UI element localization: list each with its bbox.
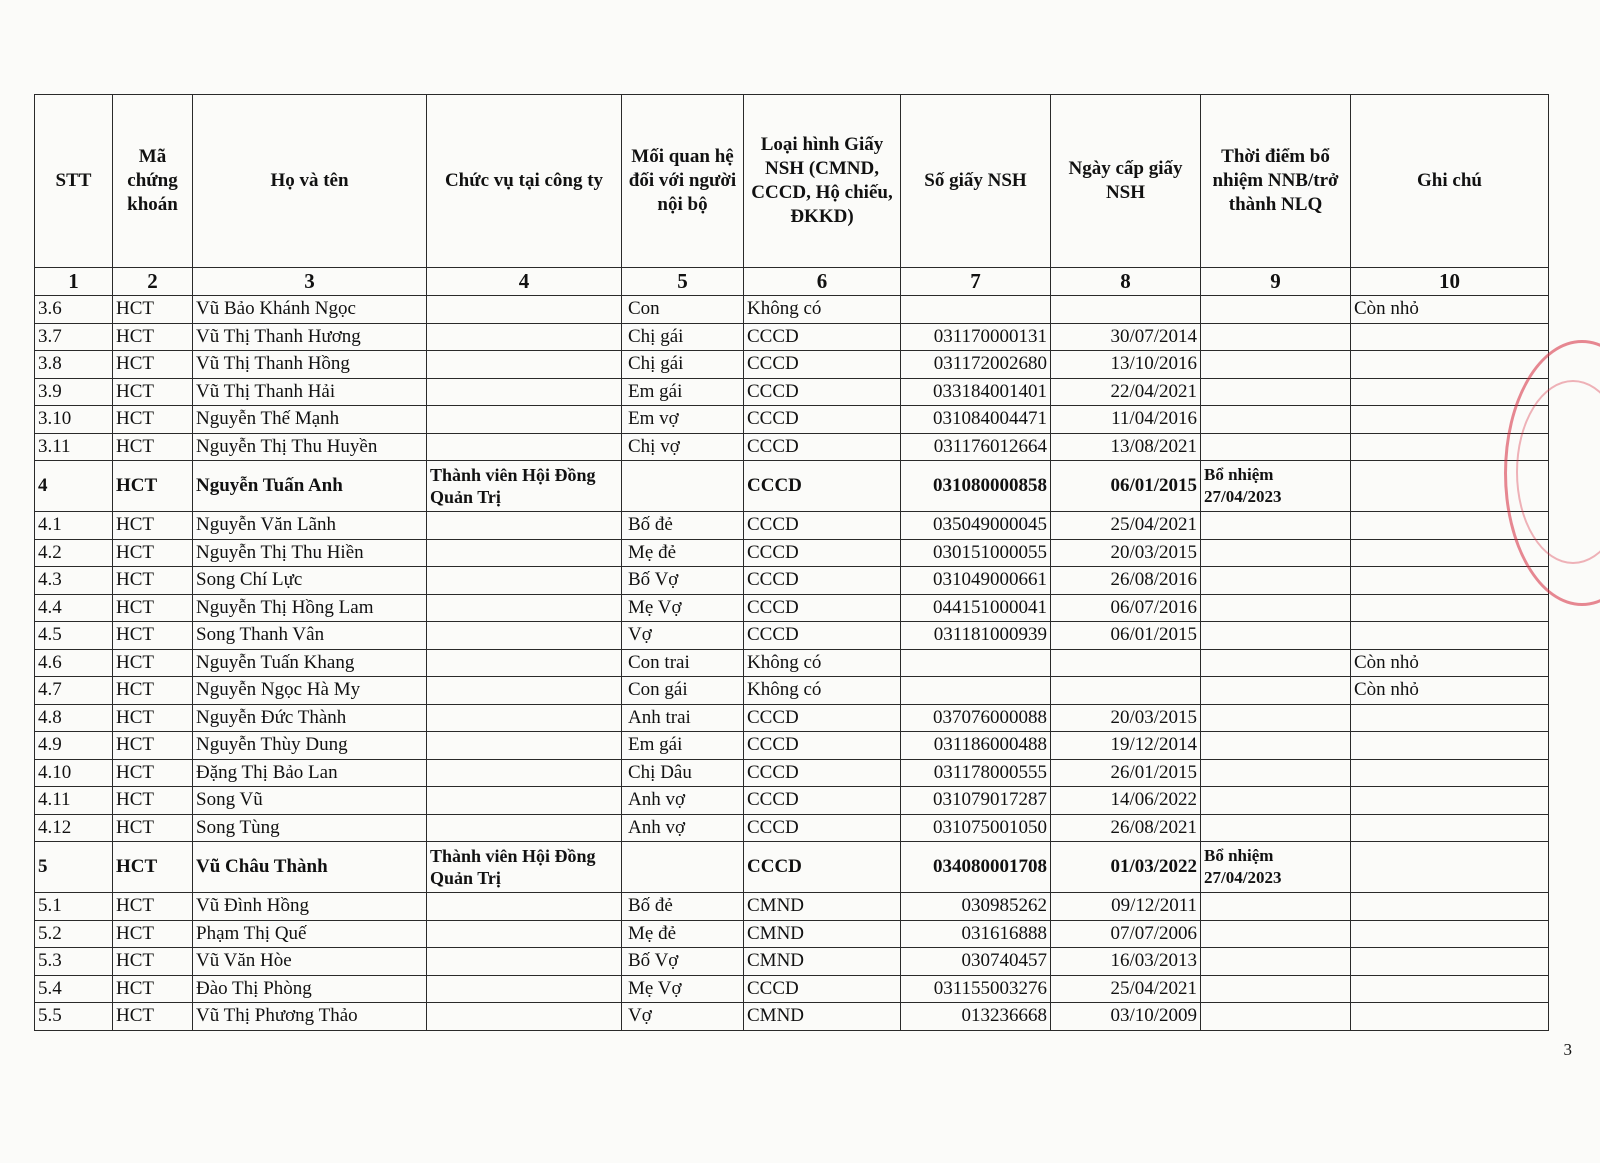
cell-relation: Bố đẻ (622, 893, 744, 921)
cell-stock-code: HCT (113, 948, 193, 976)
cell-stock-code: HCT (113, 296, 193, 324)
cell-relation: Anh vợ (622, 787, 744, 815)
cell-position (427, 539, 622, 567)
cell-doc-type: CCCD (744, 512, 901, 540)
cell-doc-type: Không có (744, 649, 901, 677)
table-row (35, 351, 1549, 379)
table-row (35, 649, 1549, 677)
cell-position (427, 1003, 622, 1031)
cell-doc-type: CCCD (744, 378, 901, 406)
cell-position (427, 378, 622, 406)
cell-relation: Mẹ đẻ (622, 920, 744, 948)
cell-appointment-time (1201, 594, 1351, 622)
cell-stock-code: HCT (113, 323, 193, 351)
cell-doc-number (901, 677, 1051, 705)
header-row (35, 95, 1549, 268)
cell-position (427, 920, 622, 948)
header-issue-date: Ngày cấp giấy NSH (1051, 95, 1201, 268)
cell-position (427, 759, 622, 787)
table-row (35, 948, 1549, 976)
cell-relation: Vợ (622, 622, 744, 650)
table-row (35, 622, 1549, 650)
cell-issue-date: 06/01/2015 (1051, 622, 1201, 650)
cell-stock-code: HCT (113, 975, 193, 1003)
cell-doc-number: 031075001050 (901, 814, 1051, 842)
cell-doc-number: 031172002680 (901, 351, 1051, 379)
cell-full-name: Vũ Thị Phương Thảo (193, 1003, 427, 1031)
cell-relation: Anh trai (622, 704, 744, 732)
cell-doc-type: CMND (744, 920, 901, 948)
cell-stock-code: HCT (113, 677, 193, 705)
cell-full-name: Song Tùng (193, 814, 427, 842)
cell-doc-number (901, 649, 1051, 677)
cell-relation (622, 461, 744, 512)
cell-issue-date: 09/12/2011 (1051, 893, 1201, 921)
cell-full-name: Đặng Thị Bảo Lan (193, 759, 427, 787)
cell-stt: 4.4 (35, 594, 113, 622)
cell-doc-number (901, 296, 1051, 324)
cell-issue-date: 06/01/2015 (1051, 461, 1201, 512)
cell-note (1351, 378, 1549, 406)
cell-relation: Anh vợ (622, 814, 744, 842)
cell-issue-date: 25/04/2021 (1051, 512, 1201, 540)
cell-full-name: Nguyễn Ngọc Hà My (193, 677, 427, 705)
cell-stt: 4.2 (35, 539, 113, 567)
cell-position (427, 567, 622, 595)
cell-doc-type: CCCD (744, 461, 901, 512)
cell-stock-code: HCT (113, 732, 193, 760)
cell-doc-type: CCCD (744, 759, 901, 787)
cell-doc-type: CCCD (744, 732, 901, 760)
cell-issue-date: 16/03/2013 (1051, 948, 1201, 976)
header-note: Ghi chú (1351, 95, 1549, 268)
table-row (35, 296, 1549, 324)
cell-full-name: Vũ Bảo Khánh Ngọc (193, 296, 427, 324)
cell-note (1351, 351, 1549, 379)
cell-doc-type: CCCD (744, 622, 901, 650)
column-number-row (35, 268, 1549, 296)
cell-stt: 3.10 (35, 406, 113, 434)
cell-position (427, 594, 622, 622)
cell-stt: 5.2 (35, 920, 113, 948)
cell-position (427, 351, 622, 379)
cell-position (427, 512, 622, 540)
header-full-name: Họ và tên (193, 95, 427, 268)
cell-note (1351, 975, 1549, 1003)
cell-relation: Bố Vợ (622, 948, 744, 976)
cell-doc-number: 031176012664 (901, 433, 1051, 461)
cell-position (427, 622, 622, 650)
cell-doc-type: CCCD (744, 594, 901, 622)
cell-note (1351, 759, 1549, 787)
cell-appointment-time (1201, 893, 1351, 921)
cell-issue-date: 26/08/2016 (1051, 567, 1201, 595)
cell-stt: 5.4 (35, 975, 113, 1003)
cell-note (1351, 323, 1549, 351)
table-row (35, 704, 1549, 732)
cell-stt: 4.8 (35, 704, 113, 732)
cell-doc-number: 031181000939 (901, 622, 1051, 650)
cell-note (1351, 406, 1549, 434)
cell-position (427, 323, 622, 351)
cell-doc-number: 037076000088 (901, 704, 1051, 732)
cell-stt: 3.6 (35, 296, 113, 324)
cell-doc-number: 013236668 (901, 1003, 1051, 1031)
cell-doc-type: CCCD (744, 351, 901, 379)
cell-issue-date (1051, 677, 1201, 705)
cell-stt: 4.7 (35, 677, 113, 705)
cell-position (427, 677, 622, 705)
cell-position (427, 787, 622, 815)
cell-issue-date: 06/07/2016 (1051, 594, 1201, 622)
cell-full-name: Nguyễn Thị Thu Huyền (193, 433, 427, 461)
cell-stt: 4.12 (35, 814, 113, 842)
cell-appointment-time (1201, 567, 1351, 595)
cell-note (1351, 893, 1549, 921)
cell-position (427, 814, 622, 842)
cell-relation: Mẹ Vợ (622, 594, 744, 622)
cell-stt: 4.6 (35, 649, 113, 677)
cell-stt: 5 (35, 842, 113, 893)
column-number: 1 (35, 268, 113, 296)
cell-stock-code: HCT (113, 433, 193, 461)
cell-appointment-time (1201, 975, 1351, 1003)
column-number: 5 (622, 268, 744, 296)
cell-full-name: Vũ Thị Thanh Hải (193, 378, 427, 406)
cell-position (427, 406, 622, 434)
cell-relation (622, 842, 744, 893)
cell-doc-number: 031155003276 (901, 975, 1051, 1003)
table-row (35, 1003, 1549, 1031)
cell-note (1351, 814, 1549, 842)
cell-note (1351, 594, 1549, 622)
cell-full-name: Nguyễn Đức Thành (193, 704, 427, 732)
cell-relation: Con trai (622, 649, 744, 677)
cell-note (1351, 732, 1549, 760)
cell-appointment-time (1201, 920, 1351, 948)
cell-doc-number: 031178000555 (901, 759, 1051, 787)
cell-doc-type: CMND (744, 893, 901, 921)
column-number: 10 (1351, 268, 1549, 296)
cell-note (1351, 622, 1549, 650)
header-stock-code: Mã chứng khoán (113, 95, 193, 268)
cell-doc-type: CMND (744, 1003, 901, 1031)
cell-doc-type: CCCD (744, 704, 901, 732)
table-row (35, 814, 1549, 842)
cell-appointment-time: Bổ nhiệm 27/04/2023 (1201, 461, 1351, 512)
cell-full-name: Nguyễn Thế Mạnh (193, 406, 427, 434)
cell-doc-type: CCCD (744, 975, 901, 1003)
cell-stt: 3.11 (35, 433, 113, 461)
cell-appointment-time (1201, 378, 1351, 406)
cell-position: Thành viên Hội Đồng Quản Trị (427, 842, 622, 893)
cell-stock-code: HCT (113, 759, 193, 787)
cell-issue-date (1051, 296, 1201, 324)
cell-appointment-time (1201, 732, 1351, 760)
cell-note (1351, 787, 1549, 815)
cell-appointment-time (1201, 512, 1351, 540)
cell-stt: 5.3 (35, 948, 113, 976)
cell-note (1351, 842, 1549, 893)
cell-issue-date: 01/03/2022 (1051, 842, 1201, 893)
table-row (35, 323, 1549, 351)
header-relation: Mối quan hệ đối với người nội bộ (622, 95, 744, 268)
cell-relation: Con (622, 296, 744, 324)
cell-issue-date: 30/07/2014 (1051, 323, 1201, 351)
cell-stt: 4 (35, 461, 113, 512)
cell-appointment-time (1201, 433, 1351, 461)
cell-doc-type: CCCD (744, 539, 901, 567)
cell-full-name: Song Thanh Vân (193, 622, 427, 650)
cell-issue-date: 14/06/2022 (1051, 787, 1201, 815)
column-number: 4 (427, 268, 622, 296)
column-number: 8 (1051, 268, 1201, 296)
cell-doc-number: 030740457 (901, 948, 1051, 976)
cell-doc-number: 031079017287 (901, 787, 1051, 815)
cell-stock-code: HCT (113, 461, 193, 512)
cell-appointment-time (1201, 704, 1351, 732)
cell-stock-code: HCT (113, 351, 193, 379)
table-row (35, 406, 1549, 434)
cell-relation: Em vợ (622, 406, 744, 434)
cell-full-name: Đào Thị Phòng (193, 975, 427, 1003)
cell-issue-date: 13/08/2021 (1051, 433, 1201, 461)
cell-issue-date: 26/01/2015 (1051, 759, 1201, 787)
cell-issue-date: 13/10/2016 (1051, 351, 1201, 379)
cell-stt: 5.1 (35, 893, 113, 921)
cell-stt: 4.11 (35, 787, 113, 815)
cell-stock-code: HCT (113, 539, 193, 567)
cell-doc-type: CCCD (744, 433, 901, 461)
cell-issue-date (1051, 649, 1201, 677)
cell-appointment-time (1201, 948, 1351, 976)
table-row (35, 539, 1549, 567)
cell-note (1351, 567, 1549, 595)
cell-doc-type: CMND (744, 948, 901, 976)
cell-stock-code: HCT (113, 649, 193, 677)
cell-relation: Em gái (622, 732, 744, 760)
cell-stock-code: HCT (113, 594, 193, 622)
cell-issue-date: 11/04/2016 (1051, 406, 1201, 434)
cell-relation: Em gái (622, 378, 744, 406)
cell-note: Còn nhỏ (1351, 649, 1549, 677)
cell-appointment-time (1201, 539, 1351, 567)
cell-position (427, 704, 622, 732)
cell-stock-code: HCT (113, 567, 193, 595)
column-number: 2 (113, 268, 193, 296)
cell-relation: Bố Vợ (622, 567, 744, 595)
cell-relation: Bố đẻ (622, 512, 744, 540)
cell-doc-type: CCCD (744, 842, 901, 893)
table-row (35, 594, 1549, 622)
column-number: 3 (193, 268, 427, 296)
header-doc-number: Số giấy NSH (901, 95, 1051, 268)
cell-full-name: Nguyễn Tuấn Khang (193, 649, 427, 677)
cell-doc-type: Không có (744, 677, 901, 705)
cell-note: Còn nhỏ (1351, 296, 1549, 324)
cell-full-name: Vũ Văn Hòe (193, 948, 427, 976)
cell-full-name: Vũ Đình Hồng (193, 893, 427, 921)
table-row (35, 920, 1549, 948)
cell-full-name: Song Vũ (193, 787, 427, 815)
cell-full-name: Nguyễn Thùy Dung (193, 732, 427, 760)
cell-stock-code: HCT (113, 842, 193, 893)
cell-relation: Chị gái (622, 323, 744, 351)
related-persons-table (34, 94, 1549, 1031)
header-appointment-time: Thời điểm bổ nhiệm NNB/trở thành NLQ (1201, 95, 1351, 268)
cell-appointment-time (1201, 323, 1351, 351)
cell-stock-code: HCT (113, 787, 193, 815)
cell-full-name: Phạm Thị Quế (193, 920, 427, 948)
table-row (35, 893, 1549, 921)
cell-doc-number: 031049000661 (901, 567, 1051, 595)
cell-note (1351, 704, 1549, 732)
cell-doc-type: CCCD (744, 787, 901, 815)
column-number: 7 (901, 268, 1051, 296)
cell-doc-number: 034080001708 (901, 842, 1051, 893)
cell-note (1351, 512, 1549, 540)
cell-doc-type: CCCD (744, 406, 901, 434)
cell-stt: 4.5 (35, 622, 113, 650)
table-row (35, 787, 1549, 815)
cell-issue-date: 20/03/2015 (1051, 539, 1201, 567)
cell-stt: 4.3 (35, 567, 113, 595)
cell-doc-number: 031170000131 (901, 323, 1051, 351)
cell-stock-code: HCT (113, 1003, 193, 1031)
cell-position (427, 649, 622, 677)
cell-issue-date: 03/10/2009 (1051, 1003, 1201, 1031)
table-row (35, 378, 1549, 406)
cell-doc-number: 030985262 (901, 893, 1051, 921)
cell-appointment-time (1201, 296, 1351, 324)
cell-stt: 4.9 (35, 732, 113, 760)
cell-stock-code: HCT (113, 622, 193, 650)
cell-doc-number: 031084004471 (901, 406, 1051, 434)
cell-doc-number: 031186000488 (901, 732, 1051, 760)
cell-relation: Mẹ Vợ (622, 975, 744, 1003)
table-row (35, 433, 1549, 461)
cell-doc-number: 031616888 (901, 920, 1051, 948)
cell-doc-number: 035049000045 (901, 512, 1051, 540)
cell-relation: Chị Dâu (622, 759, 744, 787)
cell-appointment-time (1201, 649, 1351, 677)
cell-stt: 5.5 (35, 1003, 113, 1031)
cell-appointment-time (1201, 622, 1351, 650)
page-number: 3 (1563, 1040, 1572, 1059)
cell-stt: 3.8 (35, 351, 113, 379)
cell-doc-type: Không có (744, 296, 901, 324)
insider-table-sheet (34, 94, 1548, 1031)
header-stt: STT (35, 95, 113, 268)
cell-doc-number: 033184001401 (901, 378, 1051, 406)
cell-note (1351, 920, 1549, 948)
cell-relation: Chị gái (622, 351, 744, 379)
cell-full-name: Song Chí Lực (193, 567, 427, 595)
cell-stt: 3.9 (35, 378, 113, 406)
cell-full-name: Vũ Thị Thanh Hương (193, 323, 427, 351)
cell-note (1351, 948, 1549, 976)
cell-stt: 4.10 (35, 759, 113, 787)
cell-full-name: Nguyễn Thị Hồng Lam (193, 594, 427, 622)
cell-stock-code: HCT (113, 406, 193, 434)
cell-position (427, 975, 622, 1003)
cell-note: Còn nhỏ (1351, 677, 1549, 705)
cell-issue-date: 07/07/2006 (1051, 920, 1201, 948)
cell-relation: Con gái (622, 677, 744, 705)
cell-issue-date: 25/04/2021 (1051, 975, 1201, 1003)
cell-stock-code: HCT (113, 893, 193, 921)
cell-doc-type: CCCD (744, 323, 901, 351)
cell-issue-date: 20/03/2015 (1051, 704, 1201, 732)
cell-position (427, 433, 622, 461)
table-row (35, 677, 1549, 705)
cell-stock-code: HCT (113, 704, 193, 732)
cell-position (427, 296, 622, 324)
cell-appointment-time (1201, 677, 1351, 705)
table-row (35, 567, 1549, 595)
cell-stock-code: HCT (113, 814, 193, 842)
cell-relation: Vợ (622, 1003, 744, 1031)
table-row (35, 732, 1549, 760)
cell-full-name: Nguyễn Tuấn Anh (193, 461, 427, 512)
cell-doc-number: 031080000858 (901, 461, 1051, 512)
cell-relation: Chị vợ (622, 433, 744, 461)
cell-stock-code: HCT (113, 512, 193, 540)
cell-position (427, 893, 622, 921)
table-row (35, 759, 1549, 787)
cell-full-name: Vũ Châu Thành (193, 842, 427, 893)
header-doc-type: Loại hình Giấy NSH (CMND, CCCD, Hộ chiếu, ĐKKD) (744, 95, 901, 268)
cell-appointment-time (1201, 787, 1351, 815)
cell-full-name: Nguyễn Văn Lãnh (193, 512, 427, 540)
cell-note (1351, 539, 1549, 567)
cell-position: Thành viên Hội Đồng Quản Trị (427, 461, 622, 512)
table-row (35, 512, 1549, 540)
cell-appointment-time: Bổ nhiệm 27/04/2023 (1201, 842, 1351, 893)
cell-issue-date: 26/08/2021 (1051, 814, 1201, 842)
table-row (35, 975, 1549, 1003)
cell-doc-number: 044151000041 (901, 594, 1051, 622)
insider-row (35, 461, 1549, 512)
cell-issue-date: 19/12/2014 (1051, 732, 1201, 760)
cell-stock-code: HCT (113, 378, 193, 406)
cell-full-name: Nguyễn Thị Thu Hiền (193, 539, 427, 567)
column-number: 9 (1201, 268, 1351, 296)
cell-appointment-time (1201, 759, 1351, 787)
cell-position (427, 732, 622, 760)
cell-relation: Mẹ đẻ (622, 539, 744, 567)
cell-appointment-time (1201, 814, 1351, 842)
header-position: Chức vụ tại công ty (427, 95, 622, 268)
cell-doc-type: CCCD (744, 567, 901, 595)
column-number: 6 (744, 268, 901, 296)
cell-doc-type: CCCD (744, 814, 901, 842)
cell-stt: 4.1 (35, 512, 113, 540)
cell-appointment-time (1201, 1003, 1351, 1031)
cell-appointment-time (1201, 351, 1351, 379)
cell-stock-code: HCT (113, 920, 193, 948)
cell-full-name: Vũ Thị Thanh Hồng (193, 351, 427, 379)
cell-doc-number: 030151000055 (901, 539, 1051, 567)
insider-row (35, 842, 1549, 893)
cell-appointment-time (1201, 406, 1351, 434)
cell-stt: 3.7 (35, 323, 113, 351)
cell-note (1351, 1003, 1549, 1031)
cell-issue-date: 22/04/2021 (1051, 378, 1201, 406)
cell-position (427, 948, 622, 976)
